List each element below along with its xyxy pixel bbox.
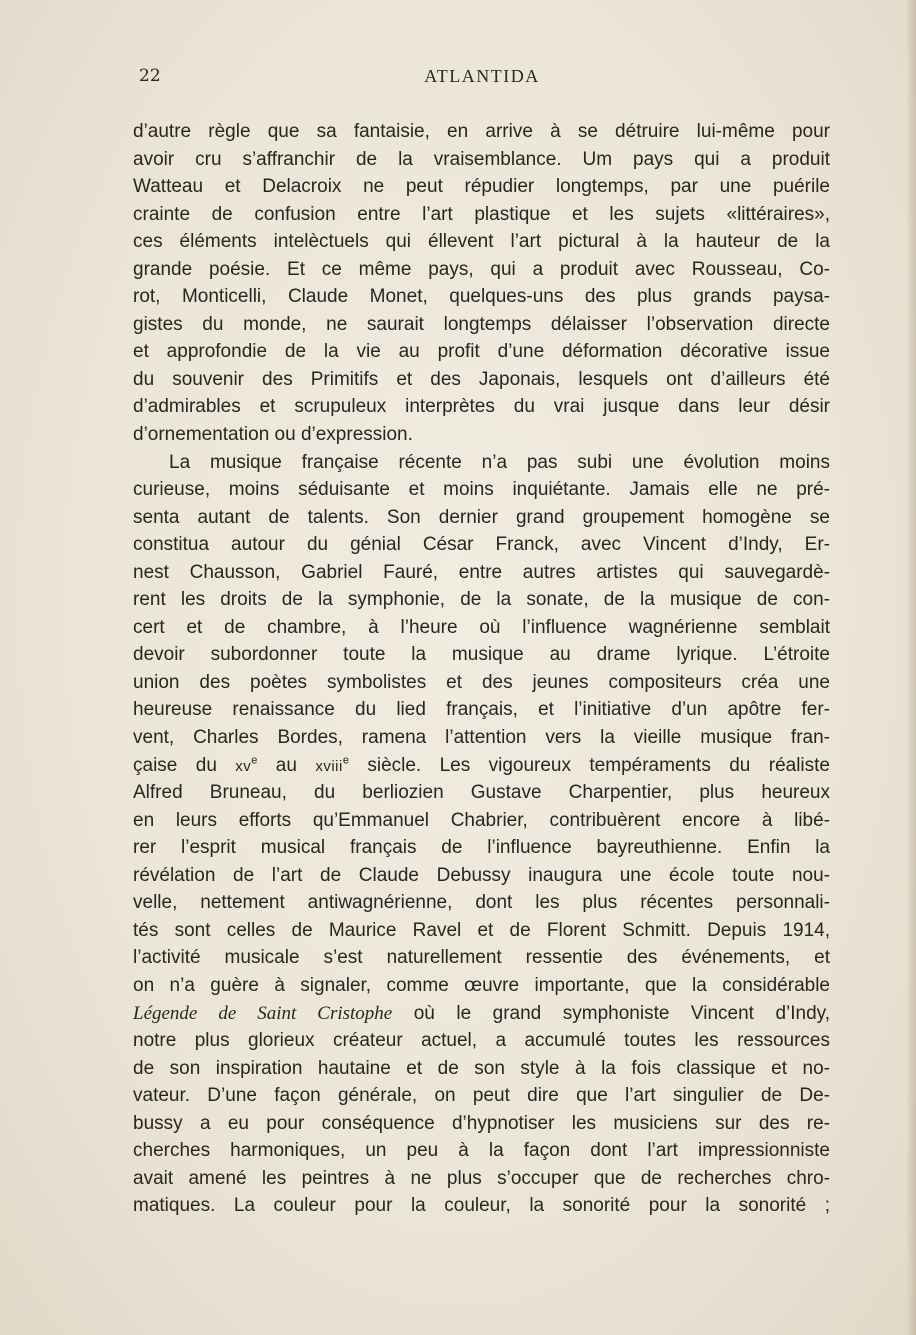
- text-line: l’activité musicale s’est naturellement ressentie des événements, et: [133, 947, 830, 969]
- text-line: on n’a guère à signaler, comme œuvre importante, que la considérable: [133, 974, 830, 996]
- text-line: gistes du monde, ne saurait longtemps délaisser l’observation directe: [133, 313, 830, 335]
- text-line: bussy a eu pour conséquence d’hypnotiser les musiciens sur des re-: [133, 1112, 830, 1134]
- superscript: e: [342, 754, 349, 767]
- text-line: et approfondie de la vie au profit d’une déformation décorative issue: [133, 341, 830, 363]
- text-line: en leurs efforts qu’Emmanuel Chabrier, contribuèrent encore à libé-: [133, 809, 830, 831]
- text-line: avait amené les peintres à ne plus s’occuper que de recherches chro-: [133, 1167, 830, 1189]
- text-line: rer l’esprit musical français de l’influence bayreuthienne. Enfin la: [133, 837, 830, 859]
- title-line-suffix: où le grand symphoniste Vincent d’Indy,: [392, 1002, 831, 1024]
- text-line: heureuse renaissance du lied français, et l’initiative d’un apôtre fer-: [133, 699, 830, 721]
- text-line: cert et de chambre, à l’heure où l’influence wagnérienne semblait: [133, 616, 830, 638]
- text-line: nest Chausson, Gabriel Fauré, entre autres artistes qui sauvegardè-: [133, 561, 830, 583]
- text-line: rent les droits de la symphonie, de la sonate, de la musique de con-: [133, 589, 830, 611]
- work-title: Légende de Saint Cristophe: [133, 1002, 393, 1024]
- century-suffix: siècle. Les vigoureux tempéraments du réaliste: [348, 754, 830, 776]
- text-line: Alfred Bruneau, du berliozien Gustave Charpentier, plus heureux: [133, 782, 830, 804]
- text-line: du souvenir des Primitifs et des Japonais, lesquels ont d’ailleurs été: [133, 368, 830, 390]
- text-line: ces éléments intelèctuels qui éllevent l’art pictural à la hauteur de la: [133, 231, 830, 253]
- text-line: d’ornementation ou d’expression.: [133, 424, 413, 446]
- superscript: e: [251, 754, 258, 767]
- text-line: crainte de confusion entre l’art plastique et les sujets «littéraires»,: [133, 203, 830, 225]
- text-line: matiques. La couleur pour la couleur, la sonorité pour la sonorité ;: [133, 1195, 830, 1217]
- paragraph-2: [133, 449, 830, 1220]
- century-middle: au: [257, 754, 316, 776]
- text-line: tés sont celles de Maurice Ravel et de Florent Schmitt. Depuis 1914,: [133, 919, 830, 941]
- century-prefix: çaise du: [133, 754, 236, 776]
- paragraph-1: [133, 118, 830, 449]
- running-title: ATLANTIDA: [424, 66, 540, 86]
- body-text: [133, 118, 830, 1220]
- page-number: 22: [139, 66, 161, 86]
- text-line-centuries: [133, 752, 830, 780]
- text-line: d’admirables et scrupuleux interprètes du vrai jusque dans leur désir: [133, 396, 830, 418]
- page-header: [139, 66, 825, 92]
- text-line: Watteau et Delacroix ne peut répudier longtemps, par une puérile: [133, 176, 830, 198]
- text-line: La musique française récente n’a pas subi une évolution moins: [169, 451, 830, 473]
- text-line: d’autre règle que sa fantaisie, en arrive à se détruire lui-même pour: [133, 121, 830, 142]
- text-line: senta autant de talents. Son dernier grand groupement homogène se: [133, 506, 830, 528]
- text-line: vateur. D’une façon générale, on peut dire que l’art singulier de De-: [133, 1085, 830, 1107]
- text-line: cherches harmoniques, un peu à la façon dont l’art impressionniste: [133, 1140, 830, 1162]
- text-line: révélation de l’art de Claude Debussy inaugura une école toute nou-: [133, 864, 830, 886]
- text-line: velle, nettement antiwagnérienne, dont les plus récentes personnali-: [133, 892, 830, 914]
- text-line: curieuse, moins séduisante et moins inquiétante. Jamais elle ne pré-: [133, 479, 830, 501]
- text-line: de son inspiration hautaine et de son style à la fois classique et no-: [133, 1057, 830, 1079]
- text-line: notre plus glorieux créateur actuel, a accumulé toutes les ressources: [133, 1030, 830, 1052]
- text-line: grande poésie. Et ce même pays, qui a produit avec Rousseau, Co-: [133, 258, 830, 280]
- text-line: rot, Monticelli, Claude Monet, quelques-uns des plus grands paysa-: [133, 286, 830, 308]
- text-line: avoir cru s’affranchir de la vraisemblance. Um pays qui a produit: [133, 148, 830, 170]
- text-line: devoir subordonner toute la musique au drame lyrique. L’étroite: [133, 644, 830, 666]
- text-line: vent, Charles Bordes, ramena l’attention vers la vieille musique fran-: [133, 727, 830, 749]
- roman-numeral: xv: [235, 757, 252, 775]
- text-line: union des poètes symbolistes et des jeunes compositeurs créa une: [133, 671, 830, 693]
- text-line-title: [133, 1000, 830, 1028]
- text-line: constitua autour du génial César Franck, avec Vincent d’Indy, Er-: [133, 534, 830, 556]
- roman-numeral: xviii: [315, 757, 343, 775]
